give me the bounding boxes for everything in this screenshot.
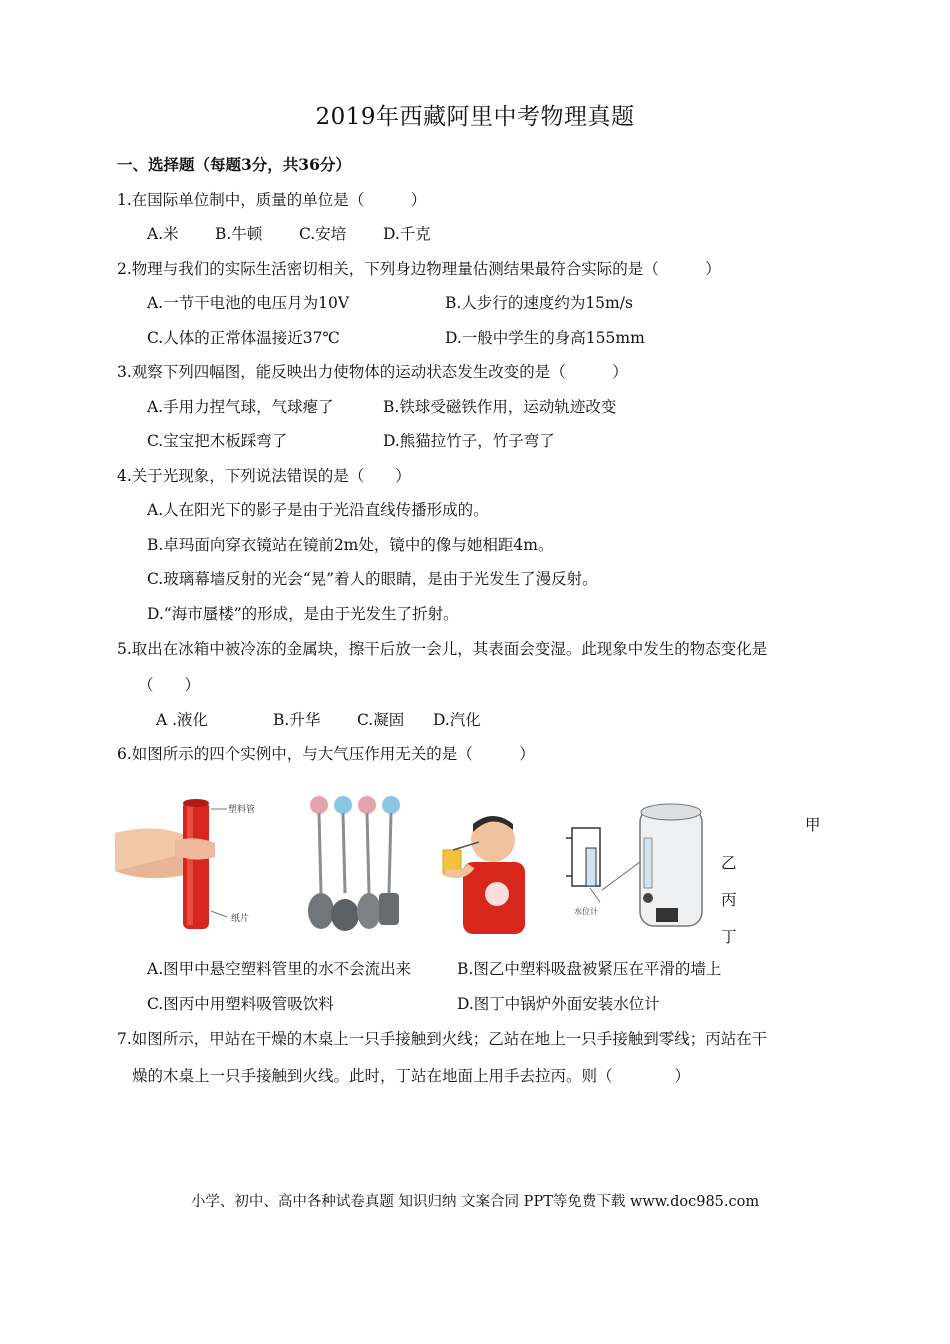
question-5-stem: 5.取出在冰箱中被冷冻的金属块，擦干后放一会儿，其表面会变湿。此现象中发生的物态变化是 xyxy=(117,640,768,658)
q2-option-a: A.一节干电池的电压月为10V xyxy=(147,294,350,312)
q1-option-b: B.牛顿 xyxy=(215,225,263,243)
q2-option-c: C.人体的正常体温接近37℃ xyxy=(147,329,340,347)
q6-option-c: C.图丙中用塑料吸管吸饮料 xyxy=(147,995,334,1013)
q2-option-b: B.人步行的速度约为15m/s xyxy=(445,294,633,312)
boy-straw-figure xyxy=(435,808,545,938)
tube-figure xyxy=(115,793,275,938)
fig-side-label-jia: 甲 xyxy=(805,816,821,834)
q5-option-d: D.汽化 xyxy=(433,711,481,729)
q4-option-b: B.卓玛面向穿衣镜站在镜前2m处，镜中的像与她相距4m。 xyxy=(147,536,554,554)
question-6-figures xyxy=(115,793,835,946)
q5-option-b: B.升华 xyxy=(273,711,321,729)
page-footer: 小学、初中、高中各种试卷真题 知识归纳 文案合同 PPT等免费下载 www.doc985.com xyxy=(190,1194,760,1210)
question-3-stem: 3.观察下列四幅图，能反映出力使物体的运动状态发生改变的是（ ） xyxy=(117,363,628,381)
q3-option-a: A.手用力捏气球，气球瘪了 xyxy=(147,398,334,416)
fig-side-label-ding: 丁 xyxy=(721,928,737,946)
q4-option-c: C.玻璃幕墙反射的光会“晃”着人的眼睛，是由于光发生了漫反射。 xyxy=(147,570,598,588)
question-7-stem-line-2: 燥的木桌上一只手接触到火线。此时，丁站在地面上用手去拉丙。则（ ） xyxy=(132,1067,691,1085)
boiler-figure xyxy=(560,798,730,938)
q3-option-b: B.铁球受磁铁作用，运动轨迹改变 xyxy=(383,398,617,416)
q6-option-a: A.图甲中悬空塑料管里的水不会流出来 xyxy=(147,960,412,978)
question-6-stem: 6.如图所示的四个实例中，与大气压作用无关的是（ ） xyxy=(117,745,535,763)
section-heading: 一、选择题（每题3分，共36分） xyxy=(117,155,351,174)
q1-option-d: D.千克 xyxy=(383,225,431,243)
question-1-stem: 1.在国际单位制中，质量的单位是（ ） xyxy=(117,191,427,209)
q6-option-b: B.图乙中塑料吸盘被紧压在平滑的墙上 xyxy=(457,960,722,978)
q5-option-a: A .液化 xyxy=(156,711,209,729)
page-title: 2019年西藏阿里中考物理真题 xyxy=(315,104,635,130)
fig-side-label-bing: 丙 xyxy=(721,891,737,909)
q4-option-d: D.“海市蜃楼”的形成，是由于光发生了折射。 xyxy=(147,605,459,623)
q5-option-c: C.凝固 xyxy=(357,711,405,729)
fig-side-label-yi: 乙 xyxy=(721,854,737,872)
q2-option-d: D.一般中学生的身高155mm xyxy=(445,329,645,347)
suction-hooks-figure xyxy=(295,793,425,938)
q6-option-d: D.图丁中锅炉外面安装水位计 xyxy=(457,995,660,1013)
q1-option-a: A.米 xyxy=(147,225,179,243)
fig-label-gauge: 水位计 xyxy=(574,907,598,916)
fig-label-paper: 纸片 xyxy=(231,914,250,924)
q5-answer-paren: （ ） xyxy=(138,676,201,694)
question-7-stem-line-1: 7.如图所示，甲站在干燥的木桌上一只手接触到火线；乙站在地上一只手接触到零线；丙站在干 xyxy=(117,1030,768,1048)
fig-label-tube: 塑料管 xyxy=(228,805,256,815)
q1-option-c: C.安培 xyxy=(299,225,347,243)
question-4-stem: 4.关于光现象，下列说法错误的是（ ） xyxy=(117,467,411,485)
q4-option-a: A.人在阳光下的影子是由于光沿直线传播形成的。 xyxy=(147,501,489,519)
q3-option-c: C.宝宝把木板踩弯了 xyxy=(147,432,288,450)
q3-option-d: D.熊猫拉竹子，竹子弯了 xyxy=(383,432,555,450)
question-2-stem: 2.物理与我们的实际生活密切相关，下列身边物理量估测结果最符合实际的是（ ） xyxy=(117,260,721,278)
